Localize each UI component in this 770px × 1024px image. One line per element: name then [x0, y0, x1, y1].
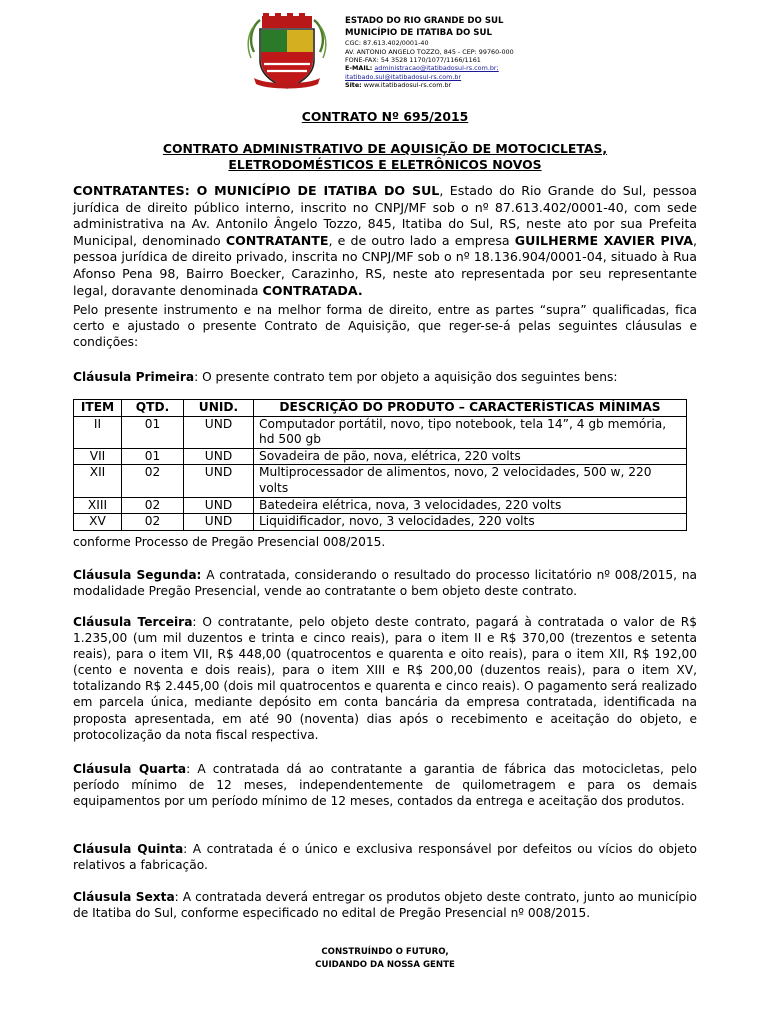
- clause-2: [73, 567, 697, 599]
- header-email-link-2[interactable]: itatibado.sul@itatibadosul-rs.com.br: [345, 72, 462, 81]
- header-site-label: Site:: [345, 81, 362, 90]
- cell-item: XIII: [74, 497, 122, 514]
- clause-3-label: Cláusula Terceira: [73, 615, 193, 629]
- parties-text-2: , e de outro lado a empresa: [328, 232, 515, 248]
- footer-slogan: [0, 946, 770, 972]
- cell-qtd: 02: [122, 497, 184, 514]
- cell-item: XV: [74, 514, 122, 531]
- clause-6-text: : A contratada deverá entregar os produtos objeto deste contrato, junto ao município de Itatiba do Sul, conforme especificado no edital de Pregão Presencial nº 008/2015.: [73, 890, 697, 921]
- clause-1-label: Cláusula Primeira: [73, 370, 195, 384]
- clause-4: [73, 761, 697, 809]
- header-email-label: E-MAIL:: [345, 64, 373, 73]
- parties-text-3: , pessoa jurídica de direito privado, inscrita no CNPJ/MF sob o nº 18.136.904/0001-04, situado à Rua Afonso Pena 98, Bairro Boecker, Carazinho, RS, neste ato representada por seu representante legal, doravante denominada: [73, 232, 697, 298]
- clause-4-text: : A contratada dá ao contratante a garantia de fábrica das motocicletas, pelo período mínimo de 12 meses, independentemente de quilometragem e para os demais equipamentos por um período mínimo de 12 meses, contados da entrega e aceitação dos produtos.: [73, 762, 698, 809]
- clause-6: [73, 889, 697, 921]
- cell-qtd: 01: [122, 448, 184, 465]
- clause-1-text: : O presente contrato tem por objeto a aquisição dos seguintes bens:: [194, 370, 618, 384]
- table-row: [74, 514, 687, 531]
- parties-paragraph: [73, 183, 697, 299]
- table-row: [74, 497, 687, 514]
- cell-item: II: [74, 416, 122, 448]
- process-note: conforme Processo de Pregão Presencial 008/2015.: [73, 535, 386, 549]
- header-email-line: [345, 65, 675, 71]
- header-state: ESTADO DO RIO GRANDE DO SUL: [345, 16, 504, 26]
- items-table: [73, 399, 687, 531]
- cell-desc: Sovadeira de pão, nova, elétrica, 220 volts: [254, 448, 687, 465]
- clause-2-label: Cláusula Segunda:: [73, 568, 202, 582]
- col-header-unid: UNID.: [184, 400, 254, 417]
- contract-title-line-1: CONTRATO ADMINISTRATIVO DE AQUISIÇÃO DE MOTOCICLETAS,: [162, 141, 608, 156]
- clause-4-label: Cláusula Quarta: [73, 762, 187, 776]
- cell-item: VII: [74, 448, 122, 465]
- header-municipality: MUNICÍPIO DE ITATIBA DO SUL: [345, 27, 492, 38]
- clause-5: [73, 841, 697, 873]
- header-cgc: CGC: 87.613.402/0001-40: [345, 39, 429, 48]
- cell-qtd: 02: [122, 465, 184, 497]
- clause-3: [73, 614, 697, 743]
- clause-5-label: Cláusula Quinta: [73, 842, 184, 856]
- table-header-row: [74, 400, 687, 417]
- col-header-desc: DESCRIÇÃO DO PRODUTO – CARACTERÍSTICAS MÍNIMAS: [254, 400, 687, 417]
- clause-3-text: : O contratante, pelo objeto deste contrato, pagará à contratada o valor de R$ 1.235,00 (um mil duzentos e trinta e cinco reais), para o item II e R$ 370,00 (trezentos e setenta reais), para o item VII, R$ 448,00 (quatrocentos e quarenta e oito reais), para o item XII, R$ 192,00 (cento e noventa e dois reais), para o item XIII e R$ 200,00 (duzentos reais), para o item XV, totalizando R$ 2.445,00 (dois mil quatrocentos e quarenta e cinco reais). O pagamento será realizado em parcela única, mediante depósito em conta bancária da empresa contratada, identificada na proposta apresentada, em até 90 (noventa) dias após o recebimento e aceitação do objeto, e protocolização da nota fiscal respectiva.: [73, 615, 697, 742]
- contratantes-label: CONTRATANTES: O MUNICÍPIO DE ITATIBA DO SUL: [73, 183, 440, 198]
- parties-text-1: , Estado do Rio Grande do Sul, pessoa jurídica de direito público interno, inscrito no CNPJ/MF sob o nº 87.613.402/0001-40, com sede administrativa na Av. Antonilo Ângelo Tozzo, 845, Itatiba do Sul, RS, neste ato por sua Prefeita Municipal, denominado: [73, 183, 697, 248]
- table-row: [74, 416, 687, 448]
- header-email-line-2: [345, 74, 675, 80]
- contract-title-line-2: ELETRODOMÉSTICOS E ELETRÔNICOS NOVOS: [228, 157, 542, 172]
- cell-unid: UND: [184, 416, 254, 448]
- letterhead: [345, 17, 675, 91]
- table-row: [74, 465, 687, 497]
- intro-paragraph: Pelo presente instrumento e na melhor forma de direito, entre as partes “supra” qualificadas, fica certo e ajustado o presente Contrato de Aquisição, que reger-se-á pelas seguintes cláusulas e condições:: [73, 303, 697, 350]
- cell-unid: UND: [184, 465, 254, 497]
- cell-unid: UND: [184, 514, 254, 531]
- cell-desc: Batedeira elétrica, nova, 3 velocidades, 220 volts: [254, 497, 687, 514]
- col-header-qtd: QTD.: [122, 400, 184, 417]
- cell-qtd: 02: [122, 514, 184, 531]
- header-site-line: [345, 82, 675, 88]
- clause-6-label: Cláusula Sexta: [73, 890, 175, 904]
- col-header-item: ITEM: [74, 400, 122, 417]
- header-email-link-1[interactable]: administracao@itatibadosul-rs.com.br;: [374, 64, 499, 73]
- company-name: GUILHERME XAVIER PIVA: [514, 232, 693, 248]
- cell-desc: Multiprocessador de alimentos, novo, 2 velocidades, 500 w, 220 volts: [254, 465, 687, 497]
- table-row: [74, 448, 687, 465]
- cell-desc: Liquidificador, novo, 3 velocidades, 220 volts: [254, 514, 687, 531]
- clause-1: [73, 369, 697, 385]
- header-address: AV. ANTONIO ANGELO TOZZO, 845 - CEP: 99760-000: [345, 47, 514, 56]
- cell-qtd: 01: [122, 416, 184, 448]
- cell-unid: UND: [184, 448, 254, 465]
- cell-unid: UND: [184, 497, 254, 514]
- clause-5-text: : A contratada é o único e exclusiva responsável por defeitos ou vícios do objeto relativos a fabricação.: [73, 842, 697, 873]
- contratada-term: CONTRATADA.: [262, 282, 363, 298]
- footer-line-2: CUIDANDO DA NOSSA GENTE: [315, 960, 455, 970]
- contract-number: CONTRATO Nº 695/2015: [301, 109, 469, 124]
- header-phone: FONE-FAX: 54 3528 1170/1077/1166/1161: [345, 56, 481, 64]
- footer-line-1: CONSTRUÍNDO O FUTURO,: [321, 947, 449, 957]
- contratante-term: CONTRATANTE: [225, 232, 329, 248]
- cell-desc: Computador portátil, novo, tipo notebook, tela 14”, 4 gb memória, hd 500 gb: [254, 416, 687, 448]
- municipal-crest-icon: [246, 12, 328, 92]
- header-site-link[interactable]: www.itatibadosul-rs.com.br: [363, 81, 452, 90]
- cell-item: XII: [74, 465, 122, 497]
- clause-2-text: A contratada, considerando o resultado do processo licitatório nº 008/2015, na modalidade Pregão Presencial, vende ao contratante o bem objeto deste contrato.: [73, 568, 698, 599]
- contract-title: [0, 141, 770, 173]
